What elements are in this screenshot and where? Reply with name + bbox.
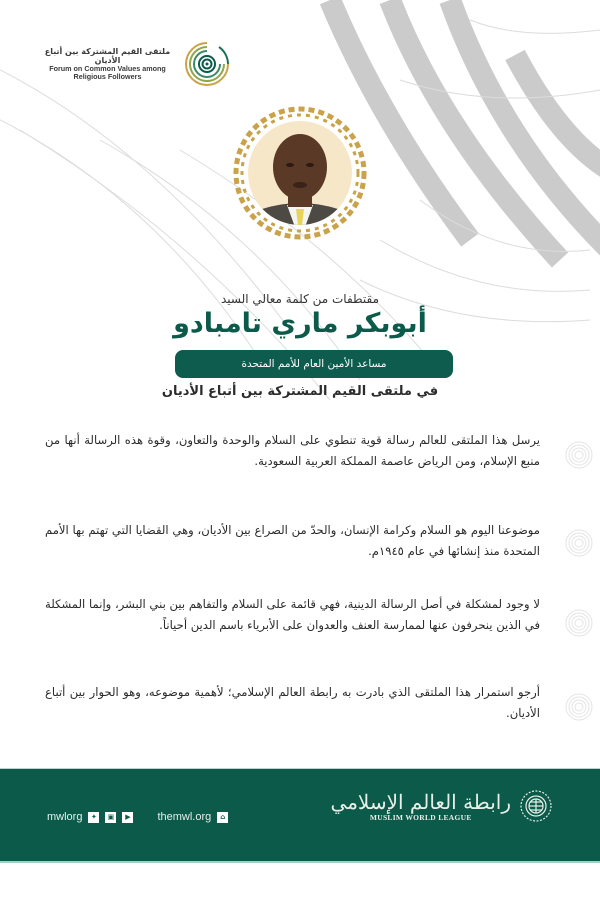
ring-decoration-icon [564,440,594,470]
speaker-role: مساعد الأمين العام للأمم المتحدة [241,358,387,370]
footer [0,768,600,863]
speaker-name: أبوبكر ماري تامبادو [173,308,427,339]
event-title: في ملتقى القيم المشتركة بين أتباع الأديان [161,384,439,399]
quote-paragraph-2: موضوعنا اليوم هو السلام وكرامة الإنسان، والحدّ من الصراع بين الأديان، وهي القضايا التي تهتم بها الأمم المتحدة منذ إنشائها في عام ١٩٤٥م. [45,523,540,558]
footer-links [47,811,228,823]
social-handle[interactable]: mwlorg [47,811,83,823]
ring-decoration-icon [564,608,594,638]
ring-decoration-icon [564,692,594,722]
forum-name-ar: ملتقى القيم المشتركة بين أتباع الأديان [44,46,171,65]
forum-name-en-line1: Forum on Common Values among [49,63,166,73]
forum-logo [40,40,240,88]
website-link[interactable]: themwl.org [157,811,212,823]
speaker-role-badge [175,350,453,378]
home-icon[interactable]: ⌂ [217,812,228,823]
concentric-rings-logo-icon [183,40,231,88]
mwl-name-en: MUSLIM WORLD LEAGUE [369,812,472,822]
forum-name-en-line2: Religious Followers [73,72,142,82]
forum-logo-text [40,47,175,82]
youtube-icon[interactable]: ▶ [122,812,133,823]
speaker-portrait [232,105,368,241]
mwl-name-ar: رابطة العالم الإسلامي [330,789,511,814]
quote-paragraph-4: أرجو استمرار هذا الملتقى الذي بادرت به رابطة العالم الإسلامي؛ لأهمية موضوعه، وهو الحوار بين أتباع الأديان. [45,685,540,720]
quote-paragraph-3: لا وجود لمشكلة في أصل الرسالة الدينية، فهي قائمة على السلام والتفاهم بين بني البشر، وإنما المشكلة في الذين ينحرفون عنها لممارسة العنف والعدوان على الأبرياء باسم الدين أحياناً. [45,597,540,632]
mwl-logo [331,789,553,823]
instagram-icon[interactable]: ▣ [105,812,116,823]
mwl-emblem-icon [519,789,553,823]
speech-intro: مقتطفات من كلمة معالي السيد [220,292,379,306]
quote-paragraph-1: يرسل هذا الملتقى للعالم رسالة قوية تنطوي على السلام والوحدة والتعاون، وقوة هذه الرسالة أنها من منبع الإسلام، ومن الرياض عاصمة المملكة العربية السعودية. [45,433,540,468]
ring-decoration-icon [564,528,594,558]
twitter-icon[interactable]: ✦ [88,812,99,823]
footer-divider [0,861,600,863]
